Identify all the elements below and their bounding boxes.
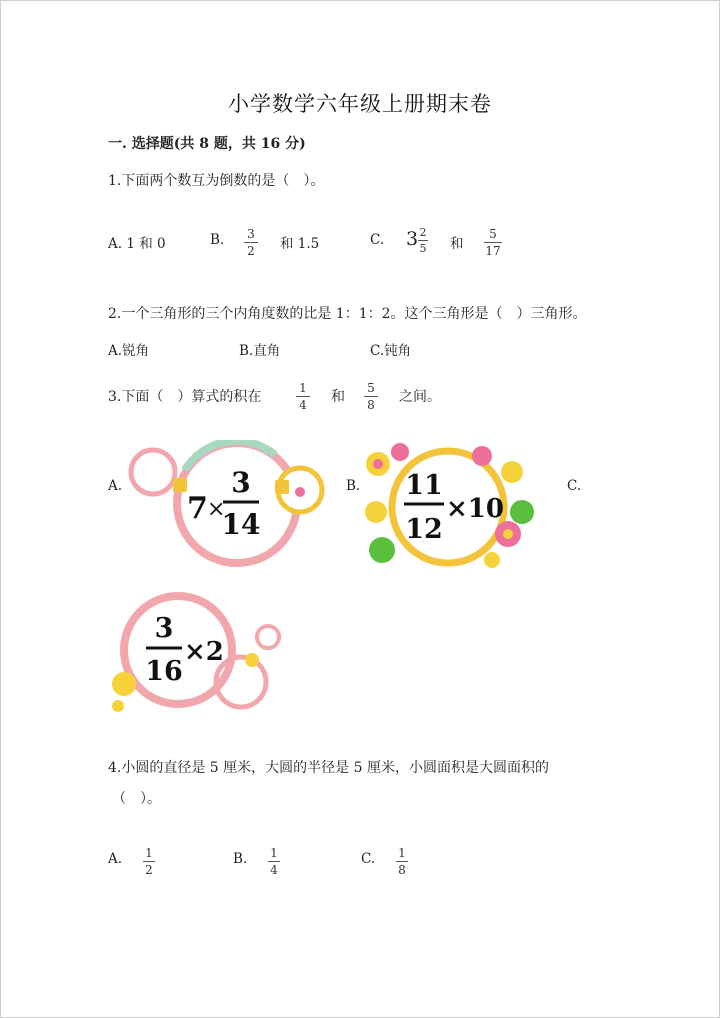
q2-option-c[interactable]: C.钝角 (370, 343, 412, 359)
q4-option-c-fraction (396, 846, 408, 877)
card-a-whole: 7 (187, 491, 208, 526)
section-heading: 一. 选择题(共 8 题，共 16 分) (108, 136, 306, 152)
q1-option-b-label[interactable]: B. (210, 232, 225, 248)
q3-fraction-1 (296, 381, 310, 412)
q3-option-c-label[interactable]: C. (567, 478, 582, 494)
q3-and: 和 (331, 389, 345, 405)
card-a-denominator: 14 (221, 508, 261, 541)
fraction-denominator: 5 (419, 242, 427, 255)
flower-icon (391, 443, 409, 461)
q1-option-c-label[interactable]: C. (370, 232, 385, 248)
q3-option-b-label[interactable]: B. (346, 478, 361, 494)
flower-icon (472, 446, 492, 466)
fraction-denominator: 8 (398, 863, 406, 877)
fraction-numerator: 1 (299, 381, 307, 395)
card-b-denominator: 12 (405, 514, 443, 545)
fraction-denominator: 2 (145, 863, 153, 877)
decor-ring (257, 626, 279, 648)
card-b-numerator: 11 (405, 470, 443, 501)
fraction-denominator: 4 (299, 398, 307, 412)
fraction-denominator: 8 (367, 398, 375, 412)
fraction-numerator: 2 (419, 226, 427, 239)
fraction-denominator: 2 (247, 244, 255, 258)
q3-fraction-2 (364, 381, 378, 412)
q1-option-c-and: 和 (450, 236, 464, 252)
decor-clip (275, 480, 289, 494)
question-2-text: 2.一个三角形的三个内角度数的比是 1：1：2。这个三角形是（ ）三角形。 (108, 306, 587, 322)
q1-option-c-whole: 3 (406, 228, 419, 250)
q3-text-after: 之间。 (399, 389, 441, 405)
q4-option-c-label[interactable]: C. (361, 851, 376, 867)
q3-option-a-card[interactable] (125, 440, 330, 570)
flower-icon (112, 672, 136, 696)
q3-option-c-card[interactable] (106, 592, 286, 722)
leaf-icon (510, 500, 534, 524)
q1-option-c-fraction-2 (484, 227, 502, 258)
card-a-numerator: 3 (231, 466, 251, 499)
q1-option-c-fraction (418, 226, 428, 255)
q1-option-b-fraction (244, 227, 258, 258)
q4-option-a-label[interactable]: A. (108, 851, 123, 867)
card-a-operator: × (207, 497, 226, 522)
q2-option-b[interactable]: B.直角 (239, 343, 281, 359)
flower-icon (501, 461, 523, 483)
fraction-denominator: 17 (485, 244, 501, 258)
q2-option-a[interactable]: A.锐角 (108, 343, 150, 359)
fraction-numerator: 5 (367, 381, 375, 395)
q4-option-b-fraction (268, 846, 280, 877)
q1-option-a[interactable]: A. 1 和 0 (108, 236, 166, 252)
fraction-numerator: 1 (398, 846, 406, 860)
fraction-numerator: 3 (247, 227, 255, 241)
flower-icon (484, 552, 500, 568)
question-4-line-1: 4.小圆的直径是 5 厘米，大圆的半径是 5 厘米，小圆面积是大圆面积的 (108, 760, 549, 776)
fraction-numerator: 1 (270, 846, 278, 860)
flower-icon (112, 700, 124, 712)
flower-icon (295, 487, 305, 497)
question-4-line-2: （ ）。 (112, 791, 161, 807)
question-1-text: 1.下面两个数互为倒数的是（ ）。 (108, 173, 325, 189)
fraction-numerator: 1 (145, 846, 153, 860)
q1-option-b-tail: 和 1.5 (280, 236, 320, 252)
page-title: 小学数学六年级上册期末卷 (228, 92, 492, 116)
question-3-text: 3.下面（ ）算式的积在 (108, 389, 262, 405)
card-c-denominator: 16 (145, 656, 183, 687)
fraction-denominator: 4 (270, 863, 278, 877)
card-b-operator: ×10 (446, 494, 504, 524)
flower-icon (245, 653, 259, 667)
leaf-icon (369, 537, 395, 563)
q3-option-b-card[interactable] (362, 442, 540, 572)
q4-option-b-label[interactable]: B. (233, 851, 248, 867)
card-c-numerator: 3 (154, 613, 174, 644)
q3-option-a-label[interactable]: A. (108, 478, 123, 494)
flower-icon (365, 501, 387, 523)
card-c-operator: ×2 (184, 637, 224, 667)
q4-option-a-fraction (143, 846, 155, 877)
decor-clip (173, 478, 187, 492)
decor-ring (131, 450, 175, 494)
fraction-numerator: 5 (489, 227, 497, 241)
